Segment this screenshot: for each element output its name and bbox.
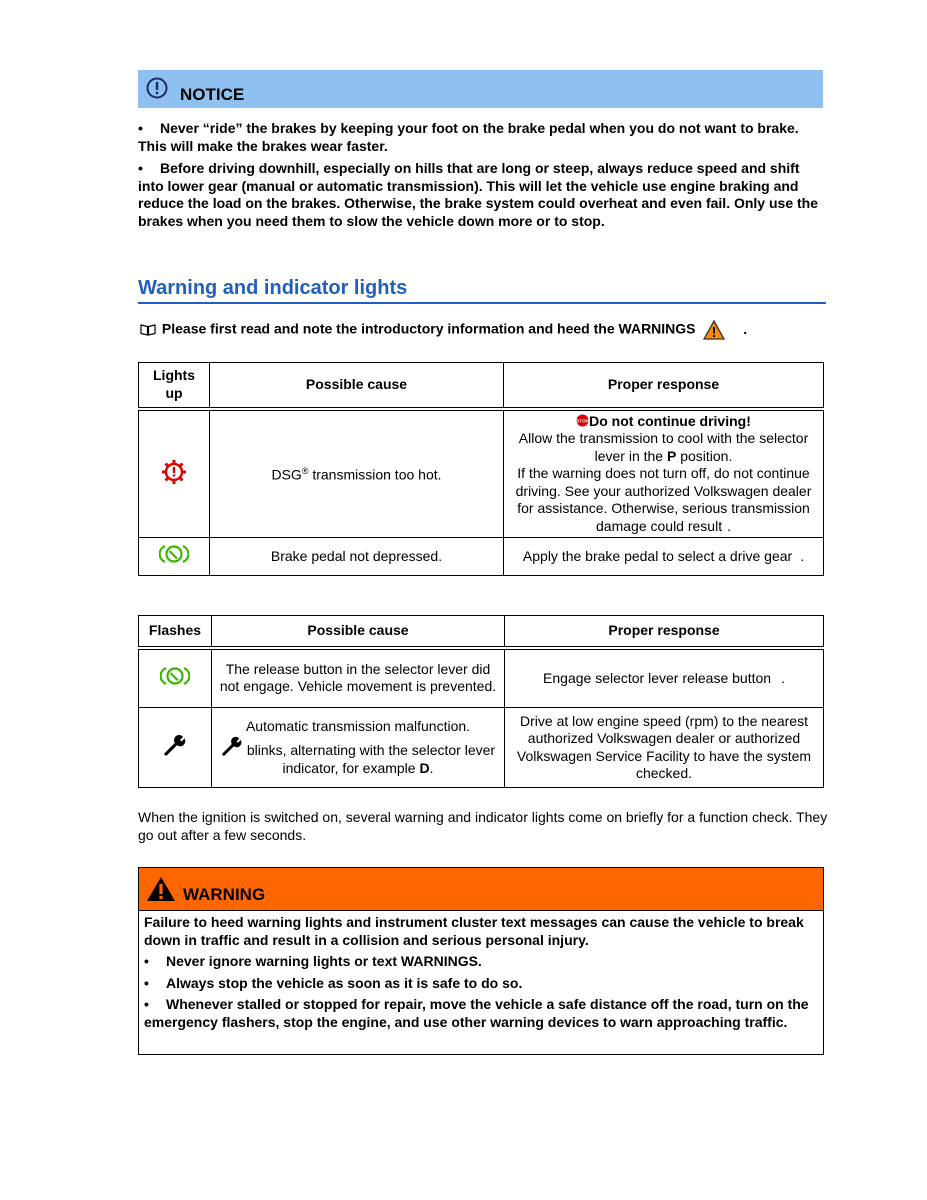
col-header-response: Proper response xyxy=(504,363,824,409)
warning-bullet: • Always stop the vehicle as soon as it is safe to do so. xyxy=(144,974,523,991)
lights-up-table xyxy=(138,362,824,576)
warning-body xyxy=(144,914,820,1035)
svg-text:STOP: STOP xyxy=(576,418,589,424)
col-header-response: Proper response xyxy=(505,616,824,648)
intro-period: . xyxy=(743,320,748,337)
table-row xyxy=(139,708,824,788)
green-brake-foot-icon xyxy=(159,543,189,565)
table-row xyxy=(139,648,824,708)
notice-title: NOTICE xyxy=(180,85,245,104)
cause-cell: DSG® transmission too hot. xyxy=(210,409,504,538)
flashes-table xyxy=(138,615,824,788)
warning-box xyxy=(138,867,824,1055)
intro-note xyxy=(138,320,828,340)
indicator-cell xyxy=(139,648,212,708)
table-row xyxy=(139,409,824,538)
response-cell: Engage selector lever release button . xyxy=(505,648,824,708)
indicator-cell xyxy=(139,409,210,538)
notice-bullet: • Before driving downhill, especially on hills that are long or steep, always reduce speed and shift into lower gear (manual or automatic transmission). This will let the vehicle use engine braking and reduce the load on the brakes. Otherwise, the brake system could overheat and even fail. Only use the brakes when you need them to slow the vehicle down more or to stop. xyxy=(138,160,818,229)
notice-bullet: • Never “ride” the brakes by keeping your foot on the brake pedal when you do not want to brake. This will make the brakes wear faster. xyxy=(138,120,799,154)
stop-sign-icon xyxy=(576,414,589,427)
col-header-cause: Possible cause xyxy=(212,616,505,648)
warning-triangle-icon xyxy=(146,876,176,902)
intro-text: Please first read and note the introductory information and heed the WARNINGS xyxy=(161,320,696,337)
response-cell: Drive at low engine speed (rpm) to the nearest authorized Volkswagen dealer or authorized Volkswagen Service Facility to have the system checked. xyxy=(505,708,824,788)
exclamation-circle-icon xyxy=(146,77,168,99)
response-heading: STOP Do not continue driving! xyxy=(576,412,751,429)
warning-header xyxy=(139,868,823,911)
section-title: Warning and indicator lights xyxy=(138,277,408,299)
warning-bullet: • Never ignore warning lights or text WARNINGS. xyxy=(144,953,482,969)
open-book-icon xyxy=(138,324,158,336)
table-row xyxy=(139,538,824,576)
cause-cell: Brake pedal not depressed. xyxy=(210,538,504,576)
col-header-flashes: Flashes xyxy=(139,616,212,648)
wrench-icon xyxy=(163,733,187,757)
wrench-icon xyxy=(221,735,243,757)
caption-text: When the ignition is switched on, several warning and indicator lights come on briefly for a function check. They go out after a few seconds. xyxy=(138,809,828,843)
warning-lead: Failure to heed warning lights and instrument cluster text messages can cause the vehicle to break down in traffic and result in a collision and serious personal injury. xyxy=(144,914,804,948)
notice-body xyxy=(138,120,823,235)
warning-title: WARNING xyxy=(183,885,266,904)
indicator-cell xyxy=(139,538,210,576)
red-gear-warning-icon xyxy=(161,459,187,485)
cause-cell: Automatic transmission malfunction. blinks, alternating with the selector lever indicator, for example D. xyxy=(212,708,505,788)
green-brake-foot-icon xyxy=(160,665,190,687)
warning-triangle-icon[interactable] xyxy=(703,320,725,340)
response-cell: Apply the brake pedal to select a drive gear . xyxy=(504,538,824,576)
col-header-cause: Possible cause xyxy=(210,363,504,409)
section-divider xyxy=(138,302,826,304)
col-header-lights-up: Lights up xyxy=(139,363,210,409)
warning-bullet: • Whenever stalled or stopped for repair, move the vehicle a safe distance off the road, turn on the emergency flashers, stop the engine, and use other warning devices to warn approaching traffic. xyxy=(144,996,809,1030)
cause-cell: The release button in the selector lever did not engage. Vehicle movement is prevented. xyxy=(212,648,505,708)
indicator-cell xyxy=(139,708,212,788)
notice-header xyxy=(138,70,823,108)
response-cell: STOP Do not continue driving! Allow the transmission to cool with the selector lever in the P position. If the warning does not turn off, do not continue driving. See your authorized Volkswagen dealer for assistance. Otherwise, serious transmission damage could result . xyxy=(504,409,824,538)
